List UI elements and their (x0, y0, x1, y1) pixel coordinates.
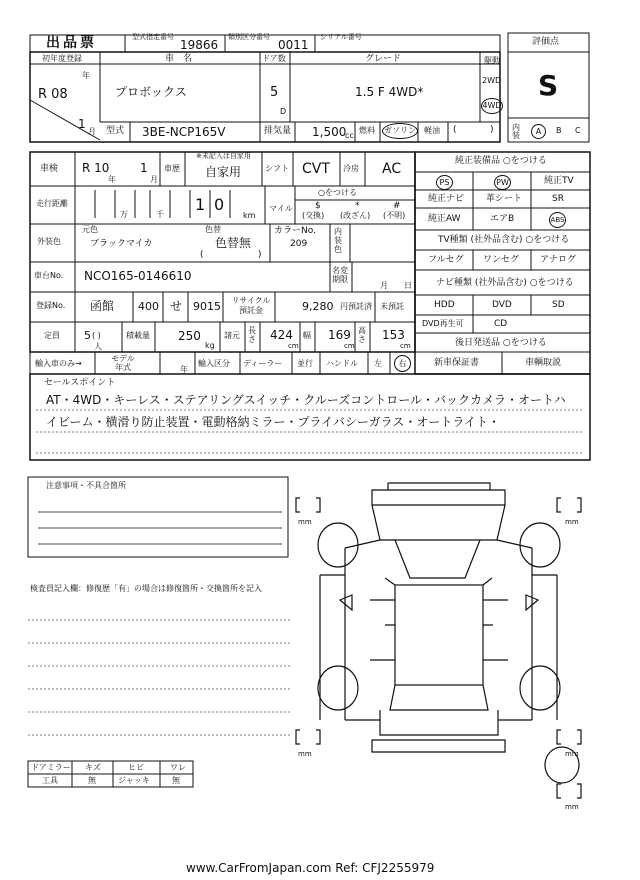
registration-class: 400 (138, 300, 159, 313)
inspector-label: 検査員記入欄：修復歴「有」の場合は修復箇所・交換箇所を記入 (30, 584, 262, 593)
eval-label: 評価点 (532, 37, 560, 47)
navi-dvd: DVD (492, 300, 512, 310)
height-label: 高さ (358, 326, 366, 344)
color-no: 209 (290, 239, 308, 249)
model-label: 型式 (106, 126, 125, 136)
mileage-opt1-sub: (交換) (302, 211, 325, 220)
doors-suffix: D (280, 107, 287, 116)
model-year-label: モデル年式 (111, 354, 135, 372)
dims-label: 諸元 (224, 331, 240, 340)
acc-tools-label: 工具 (42, 776, 58, 785)
mileage-opt3: # (393, 201, 401, 211)
capacity-seats-paren: ( ) (92, 331, 101, 340)
equip-aw: 純正AW (428, 214, 461, 224)
mileage-km: km (243, 211, 256, 220)
form-title: 出品票 (46, 35, 97, 51)
mileage-circle-note: ○をつける (318, 188, 357, 197)
equip-airbag: エアB (490, 214, 515, 224)
first-reg-month: 1 (78, 117, 86, 131)
navi-sd: SD (552, 300, 565, 310)
length: 424 (270, 328, 293, 342)
width: 169 (328, 328, 351, 342)
tire-fr-mm: mm (565, 518, 579, 526)
mileage-opt2: * (355, 201, 360, 211)
footer-ref: www.CarFromJapan.com Ref: CFJ2255979 (186, 861, 435, 875)
interior-b: B (556, 126, 562, 135)
import-category-label: 輸入区分 (198, 359, 230, 368)
wheels (318, 523, 579, 783)
grade-label: グレード (365, 54, 402, 64)
model-year-unit: 年 (180, 365, 188, 374)
equip-abs: ABS (549, 212, 566, 228)
mileage-mile: マイル (269, 204, 293, 213)
mileage-sen: 千 (156, 210, 164, 219)
import-dealer: ディーラー (243, 359, 283, 368)
navi-cd: CD (494, 319, 508, 329)
equip-sr: SR (552, 194, 564, 204)
first-reg-year-unit: 年 (82, 71, 90, 80)
tire-brackets (296, 498, 581, 798)
later-title: 後日発送品 ○をつける (455, 338, 547, 348)
cooler-label: 冷房 (343, 164, 359, 173)
length-unit: cm (288, 342, 299, 350)
model: 3BE-NCP165V (142, 125, 226, 139)
car-name-label: 車 名 (165, 54, 193, 64)
recycle-label: リサイクル預託金 (231, 296, 271, 315)
first-reg-month-unit: 月 (88, 127, 96, 136)
displacement-label: 排気量 (264, 126, 292, 136)
acc-header-scratch: キズ (85, 763, 101, 772)
handle-label: ハンドル (326, 359, 358, 368)
width-label: 幅 (303, 331, 311, 340)
tv-oneseg: ワンセグ (483, 255, 520, 265)
inspection-month: 1 (140, 161, 148, 175)
serial-label: シリアル番号 (320, 33, 362, 41)
import-label: 輸入車のみ→ (35, 359, 82, 368)
interior-c: C (575, 126, 581, 135)
mileage-opt2-sub: (改ざん) (340, 211, 371, 220)
equip-navi: 純正ナビ (428, 194, 465, 204)
inspection-label: 車検 (40, 164, 59, 174)
color-change-label: 色替 (205, 225, 221, 234)
not-deposited: 未預託 (380, 302, 404, 311)
mileage-digit-1: 1 (195, 195, 206, 214)
history: 自家用 (205, 165, 242, 179)
height: 153 (382, 328, 405, 342)
color-paren-close: ) (258, 250, 262, 260)
equip-leather: 革シート (486, 194, 523, 204)
recycle-unit: 円預託済 (340, 302, 372, 311)
fuel-gas: ガソリン (382, 123, 418, 139)
acc-header-crack: ヒビ (128, 763, 144, 772)
fuel-paren-open: ( (453, 125, 457, 135)
chassis-label: 車台No. (34, 271, 64, 280)
mileage-digit-2: 0 (214, 195, 225, 214)
tv-analog: アナログ (540, 255, 577, 265)
navi-dvd-play: DVD再生可 (422, 319, 464, 328)
acc-header-break: ワレ (170, 763, 186, 772)
tv-title: TV種類 (社外品含む) ○をつける (438, 235, 570, 245)
capacity-seats: 5 (84, 329, 91, 342)
color-label: 外装色 (37, 237, 61, 246)
type-no: 19866 (180, 38, 219, 52)
acc-header-mirror: ドアミラー (31, 763, 71, 772)
history-note: ※未記入は自家用 (196, 152, 251, 160)
chassis-value: NCO165-0146610 (84, 269, 192, 283)
inspection-value: R 10 (82, 161, 110, 175)
equip-tv: 純正TV (544, 176, 574, 186)
grade: 1.5 F 4WD* (355, 85, 424, 99)
navi-title: ナビ種類 (社外品含む) ○をつける (436, 278, 574, 288)
sales-line-1: AT・4WD・キーレス・ステアリングスイッチ・クルーズコントロール・バックカメラ・オートハ (46, 393, 566, 407)
history-label: 車歴 (164, 164, 180, 173)
acc-jack-label: ジャッキ (118, 776, 150, 785)
original-color-label: 元色 (82, 225, 98, 234)
width-unit: cm (344, 342, 355, 350)
first-reg-label: 初年度登録 (42, 54, 82, 63)
original-color: ブラックマイカ (90, 239, 153, 249)
fuel-diesel: 軽油 (424, 126, 440, 135)
car-diagram (320, 483, 557, 752)
height-unit: cm (400, 342, 411, 350)
shift: CVT (302, 161, 330, 177)
sales-line-2: イビーム・横滑り防止装置・電動格納ミラー・プライバシーガラス・オートライト・ (46, 415, 500, 429)
load-unit: kg (205, 341, 215, 350)
shift-label: シフト (265, 164, 289, 173)
navi-hdd: HDD (434, 300, 455, 310)
registration-area: 函館 (90, 299, 115, 313)
acc-tools-value: 無 (88, 776, 96, 785)
mileage-opt3-sub: (不明) (383, 211, 406, 220)
recycle-amount: 9,280 (302, 300, 334, 313)
inspection-year-unit: 年 (108, 175, 116, 184)
type-no-label: 型式指定番号 (132, 33, 174, 41)
handle-right: 右 (394, 355, 411, 372)
fuel-label: 燃料 (359, 126, 375, 135)
doors: 5 (270, 85, 279, 100)
car-name: プロボックス (115, 85, 187, 99)
drive-2wd: 2WD (482, 76, 502, 85)
load-label: 積載量 (126, 331, 150, 340)
handle-left: 左 (374, 359, 382, 368)
tire-rl-mm: mm (298, 750, 312, 758)
name-change-label: 名変期限 (332, 266, 348, 284)
later-warranty: 新車保証書 (434, 358, 480, 368)
eval-score: S (538, 69, 559, 102)
interior-label: 内装 (512, 123, 520, 140)
registration-number: 9015 (193, 300, 221, 313)
drive-4wd: 4WD (481, 98, 503, 114)
displacement-unit: cc (345, 131, 354, 140)
mileage-opt1: $ (315, 201, 321, 211)
name-change-day: 日 (404, 281, 412, 290)
capacity-person: 人 (94, 342, 102, 351)
tire-fl-mm: mm (298, 518, 312, 526)
equipment-title: 純正装備品 ○をつける (455, 156, 547, 166)
class-no: 0011 (278, 38, 309, 52)
displacement: 1,500 (312, 125, 347, 139)
capacity-label: 定員 (44, 331, 60, 340)
tv-fullseg: フルセグ (428, 255, 464, 265)
class-no-label: 類別区分番号 (228, 33, 270, 41)
first-reg-year: R 08 (38, 87, 68, 102)
color-changed: 色替無 (215, 236, 252, 250)
tire-rr-mm: mm (565, 750, 579, 758)
interior-a: A (531, 124, 546, 139)
notes-label: 注意事項・不具合箇所 (46, 481, 126, 490)
equip-ps: PS (436, 175, 453, 190)
acc-jack-value: 無 (172, 776, 180, 785)
color-paren-open: ( (200, 250, 204, 260)
import-parallel: 並行 (297, 359, 313, 368)
drive-label: 駆動 (484, 56, 500, 65)
mileage-man: 万 (120, 210, 128, 219)
name-change-month: 月 (380, 281, 388, 290)
color-no-label: カラーNo. (274, 226, 316, 236)
length-label: 長さ (248, 326, 256, 344)
tire-spare-mm: mm (565, 803, 579, 811)
mileage-label: 走行距離 (36, 199, 68, 208)
inspection-month-unit: 月 (150, 175, 158, 184)
doors-label: ドア数 (262, 54, 286, 63)
fuel-paren-close: ) (490, 125, 494, 135)
registration-kana: せ (170, 299, 183, 313)
cooler: AC (382, 161, 402, 177)
later-manual: 車輌取説 (525, 358, 562, 368)
load: 250 (178, 329, 201, 343)
interior-color-label: 内装色 (334, 227, 342, 254)
sales-label: セールスポイント (44, 378, 116, 388)
registration-label: 登録No. (36, 301, 66, 310)
equip-pw: PW (494, 175, 511, 190)
